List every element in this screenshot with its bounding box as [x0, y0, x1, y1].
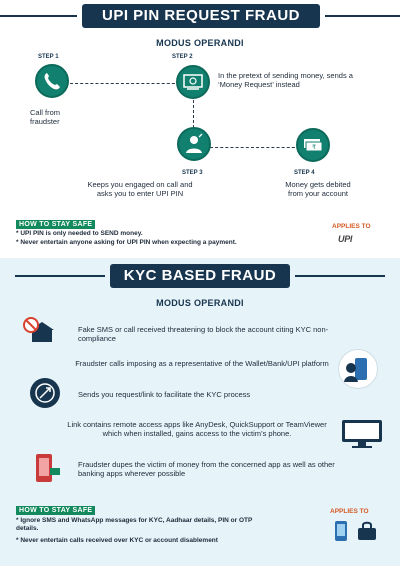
kyc-safe-item-2: * Never entertain calls received over KYC or account disablement	[16, 537, 218, 544]
upi-safe-item-1: * UPI PIN is only needed to SEND money.	[16, 230, 143, 237]
step2-text: In the pretext of sending money, sends a ‘Money Request’ instead	[218, 71, 353, 89]
money-request-icon	[176, 65, 210, 99]
connector-2-3	[193, 100, 194, 128]
kyc-item-1: Fake SMS or call received threatening to block the account citing KYC non-compliance	[78, 325, 329, 343]
kyc-modus-title: MODUS OPERANDI	[156, 298, 244, 308]
bank-blocked-icon	[22, 316, 56, 346]
connector-3-4	[210, 147, 300, 148]
money-stack-icon	[296, 128, 330, 162]
upi-modus-title: MODUS OPERANDI	[156, 38, 244, 48]
upi-logo: UPI	[338, 234, 353, 244]
kyc-safe-title: HOW TO STAY SAFE	[16, 506, 95, 515]
connector-1-2	[70, 83, 180, 84]
kyc-applies-to: APPLIES TO	[330, 508, 369, 515]
step1-text: Call from fraudster	[30, 108, 61, 126]
kyc-item-4: Link contains remote access apps like AnyDesk, QuickSupport or TeamViewer which when installed, gains access to the victim’s phone.	[67, 420, 327, 438]
monitor-icon	[340, 418, 384, 450]
link-request-icon	[30, 378, 60, 408]
phone-money-icon	[30, 452, 62, 484]
kyc-safe-item-1: * Ignore SMS and WhatsApp messages for KYC, Aadhaar details, PIN or OTP details.	[16, 517, 253, 532]
step1-label: STEP 1	[38, 54, 59, 60]
kyc-item-3: Sends you request/link to facilitate the KYC process	[78, 390, 251, 399]
upi-safe-title: HOW TO STAY SAFE	[16, 220, 95, 229]
step3-label: STEP 3	[182, 170, 203, 176]
step4-text: Money gets debited from your account	[285, 180, 351, 198]
upi-fraud-section	[0, 0, 400, 258]
upi-safe-item-2: * Never entertain anyone asking for UPI PIN when expecting a payment.	[16, 239, 237, 246]
kyc-item-2: Fraudster calls imposing as a representative of the Wallet/Bank/UPI platform	[75, 359, 329, 368]
kyc-fraud-title: KYC BASED FRAUD	[110, 264, 290, 288]
phone-icon	[35, 64, 69, 98]
upi-fraud-title: UPI PIN REQUEST FRAUD	[82, 4, 320, 28]
hacker-phone-icon	[338, 349, 378, 389]
svg-text:₹: ₹	[312, 145, 316, 151]
step4-label: STEP 4	[294, 170, 315, 176]
step3-text: Keeps you engaged on call and asks you to enter UPI PIN	[87, 180, 193, 198]
fraudster-on-call-icon	[177, 127, 211, 161]
wallet-lock-icon	[356, 520, 378, 542]
step2-label: STEP 2	[172, 54, 193, 60]
mobile-app-icon	[332, 520, 352, 542]
upi-applies-to: APPLIES TO	[332, 223, 371, 230]
kyc-item-5: Fraudster dupes the victim of money from the concerned app as well as other banking apps wherever possible	[78, 460, 335, 478]
